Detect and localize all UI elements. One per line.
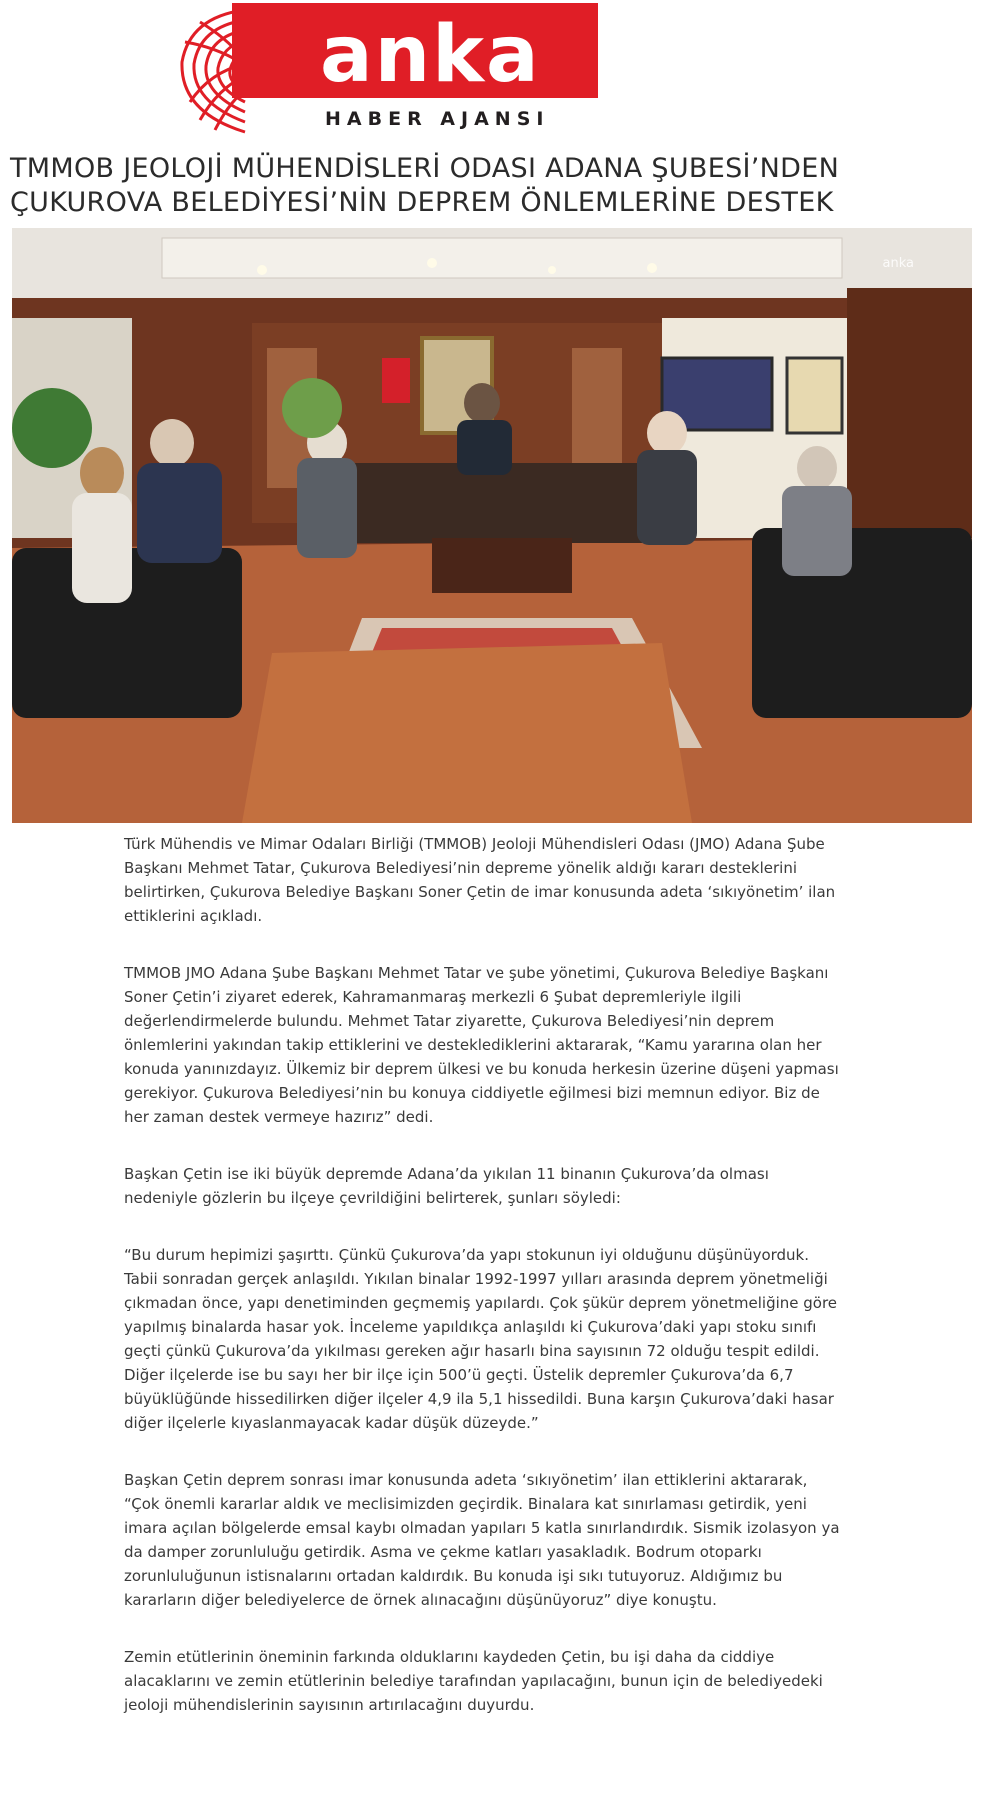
article-paragraph-6: Zemin etütlerinin öneminin farkında olduklarını kaydeden Çetin, bu işi daha da ciddiye alacaklarını ve zemin etütlerinin belediye tarafından yapılacağını, bunun için de belediyedeki jeoloji mühendislerinin sayısının artırılacağını duyurdu. — [124, 1648, 823, 1714]
headline-line-2: ÇUKUROVA BELEDİYESİ’NİN DEPREM ÖNLEMLERİNE DESTEK — [10, 187, 834, 218]
article-paragraph-4: “Bu durum hepimizi şaşırttı. Çünkü Çukurova’da yapı stokunun iyi olduğunu düşünüyorduk. Tabii sonradan gerçek anlaşıldı. Yıkılan binalar 1992-1997 yılları arasında deprem yönetmeliği çıkmadan önce, yapı denetiminden geçmemiş yapılardı. Çok şükür deprem yönetmeliğine göre yapılmış binalarda hasar yok. İnceleme yapıldıkça anlaşıldı ki Çukurova’daki yapı stoku sınıfı geçti çünkü Çukurova’da yıkılması gereken ağır hasarlı bina sayısının 72 olduğu tespit edildi. Diğer ilçelerde ise bu sayı her bir ilçe için 500’ü geçti. Üstelik depremler Çukurova’da 6,7 büyüklüğünde hissedilirken diğer ilçeler 4,9 ila 5,1 hissedildi. Buna karşın Çukurova’daki hasar diğer ilçelerle kıyaslanmayacak kadar düşük düzeyde.” — [124, 1246, 838, 1432]
photo-watermark: anka — [882, 256, 914, 271]
article-paragraph-5: Başkan Çetin deprem sonrası imar konusunda adeta ‘sıkıyönetim’ ilan ettiklerini aktararak, “Çok önemli kararlar aldık ve meclisimizden geçirdik. Binalara kat sınırlaması getirdik, yeni imara açılan bölgelerde emsal kaybı olmadan yapıları 5 katla sınırlandırdık. Sismik izolasyon ya da damper zorunluluğu getirdik. Asma ve çekme katları yasakladık. Bodrum otoparkı zorunluluğunun istisnalarını ortadan kaldırdık. Bu konuda işi sıkı tutuyoruz. Aldığımız bu kararların diğer belediyelerce de örnek alınacağını düşünüyoruz” diye konuştu. — [124, 1471, 840, 1609]
anka-logo[interactable] — [170, 0, 610, 140]
article-paragraph-3: Başkan Çetin ise iki büyük depremde Adana’da yıkılan 11 binanın Çukurova’da olması nedeniyle gözlerin bu ilçeye çevrildiğini belirterek, şunları söyledi: — [124, 1165, 769, 1207]
article-photo — [12, 228, 972, 823]
logo-subtitle: HABER AJANSI — [325, 108, 550, 130]
article-headline — [10, 152, 970, 220]
article-body — [124, 832, 844, 1750]
article-paragraph-2: TMMOB JMO Adana Şube Başkanı Mehmet Tatar ve şube yönetimi, Çukurova Belediye Başkanı Soner Çetin’i ziyaret ederek, Kahramanmaraş merkezli 6 Şubat depremleriyle ilgili değerlendirmelerde bulundu. Mehmet Tatar ziyarette, Çukurova Belediyesi’nin deprem önlemlerini yakından takip ettiklerini ve desteklediklerini aktararak, “Kamu yararına olan her konuda yanınızdayız. Ülkemiz bir deprem ülkesi ve bu konuda herkesin üzerine düşeni yapması gerekiyor. Çukurova Belediyesi’nin bu konuya ciddiyetle eğilmesi bizi memnun ediyor. Biz de her zaman destek vermeye hazırız” dedi. — [124, 964, 839, 1126]
article-paragraph-1: Türk Mühendis ve Mimar Odaları Birliği (TMMOB) Jeoloji Mühendisleri Odası (JMO) Adana Şube Başkanı Mehmet Tatar, Çukurova Belediyesi’nin depreme yönelik aldığı kararı desteklerini belirtirken, Çukurova Belediye Başkanı Soner Çetin de imar konusunda adeta ‘sıkıyönetim’ ilan ettiklerini açıkladı. — [124, 835, 836, 925]
headline-line-1: TMMOB JEOLOJİ MÜHENDİSLERİ ODASI ADANA ŞUBESİ’NDEN — [10, 153, 840, 184]
logo-wordmark: anka — [320, 10, 541, 100]
